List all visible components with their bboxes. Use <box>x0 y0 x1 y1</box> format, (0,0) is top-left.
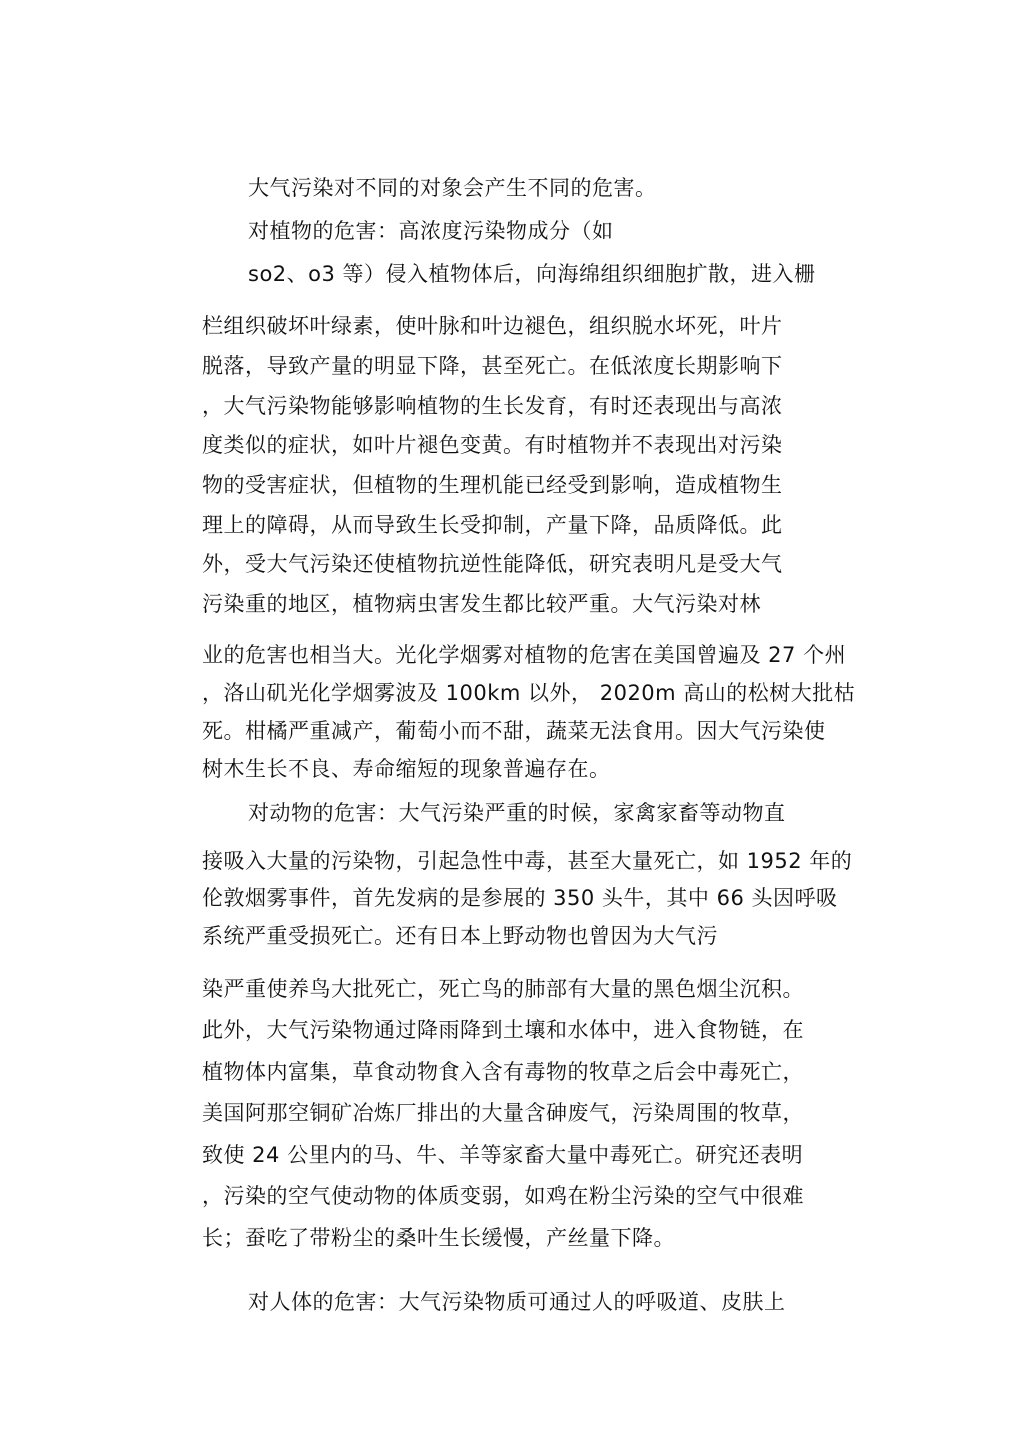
text-line: 染严重使养鸟大批死亡，死亡鸟的肺部有大量的黑色烟尘沉积。 <box>202 977 804 1001</box>
text-line: 伦敦烟雾事件，首先发病的是参展的 350 头牛，其中 66 头因呼吸 <box>202 886 838 910</box>
text-line: 对动物的危害：大气污染严重的时候，家禽家畜等动物直 <box>248 801 786 825</box>
text-line: 物的受害症状，但植物的生理机能已经受到影响，造成植物生 <box>202 473 783 497</box>
text-line: 长；蚕吃了带粉尘的桑叶生长缓慢，产丝量下降。 <box>202 1226 675 1250</box>
text-line: 系统严重受损死亡。还有日本上野动物也曾因为大气污 <box>202 924 718 948</box>
text-line: so2、o3 等）侵入植物体后，向海绵组织细胞扩散，进入栅 <box>248 262 816 286</box>
text-line: 树木生长不良、寿命缩短的现象普遍存在。 <box>202 757 611 781</box>
text-line: 对植物的危害：高浓度污染物成分（如 <box>248 219 614 243</box>
text-line: 美国阿那空铜矿冶炼厂排出的大量含砷废气，污染周围的牧草， <box>202 1101 804 1125</box>
text-line: 接吸入大量的污染物，引起急性中毒，甚至大量死亡，如 1952 年的 <box>202 849 853 873</box>
text-line: ，污染的空气使动物的体质变弱，如鸡在粉尘污染的空气中很难 <box>202 1184 804 1208</box>
text-line: 外，受大气污染还使植物抗逆性能降低，研究表明凡是受大气 <box>202 552 783 576</box>
text-line: 脱落，导致产量的明显下降，甚至死亡。在低浓度长期影响下 <box>202 354 783 378</box>
text-line: 植物体内富集，草食动物食入含有毒物的牧草之后会中毒死亡， <box>202 1060 804 1084</box>
text-line: ，大气污染物能够影响植物的生长发育，有时还表现出与高浓 <box>202 394 783 418</box>
text-line: 大气污染对不同的对象会产生不同的危害。 <box>248 176 657 200</box>
text-line: 理上的障碍，从而导致生长受抑制，产量下降，品质降低。此 <box>202 513 783 537</box>
text-line: 度类似的症状，如叶片褪色变黄。有时植物并不表现出对污染 <box>202 433 783 457</box>
text-line: 对人体的危害：大气污染物质可通过人的呼吸道、皮肤上 <box>248 1290 786 1314</box>
text-line: 污染重的地区，植物病虫害发生都比较严重。大气污染对林 <box>202 592 761 616</box>
text-line: 业的危害也相当大。光化学烟雾对植物的危害在美国曾遍及 27 个州 <box>202 643 847 667</box>
text-line: 致使 24 公里内的马、牛、羊等家畜大量中毒死亡。研究还表明 <box>202 1143 804 1167</box>
text-line: 此外，大气污染物通过降雨降到土壤和水体中，进入食物链，在 <box>202 1018 804 1042</box>
text-line: 栏组织破坏叶绿素，使叶脉和叶边褪色，组织脱水坏死，叶片 <box>202 314 783 338</box>
text-line: 死。柑橘严重减产，葡萄小而不甜，蔬菜无法食用。因大气污染使 <box>202 719 826 743</box>
text-line: ，洛山矶光化学烟雾波及 100km 以外， 2020m 高山的松树大批枯 <box>202 681 856 705</box>
